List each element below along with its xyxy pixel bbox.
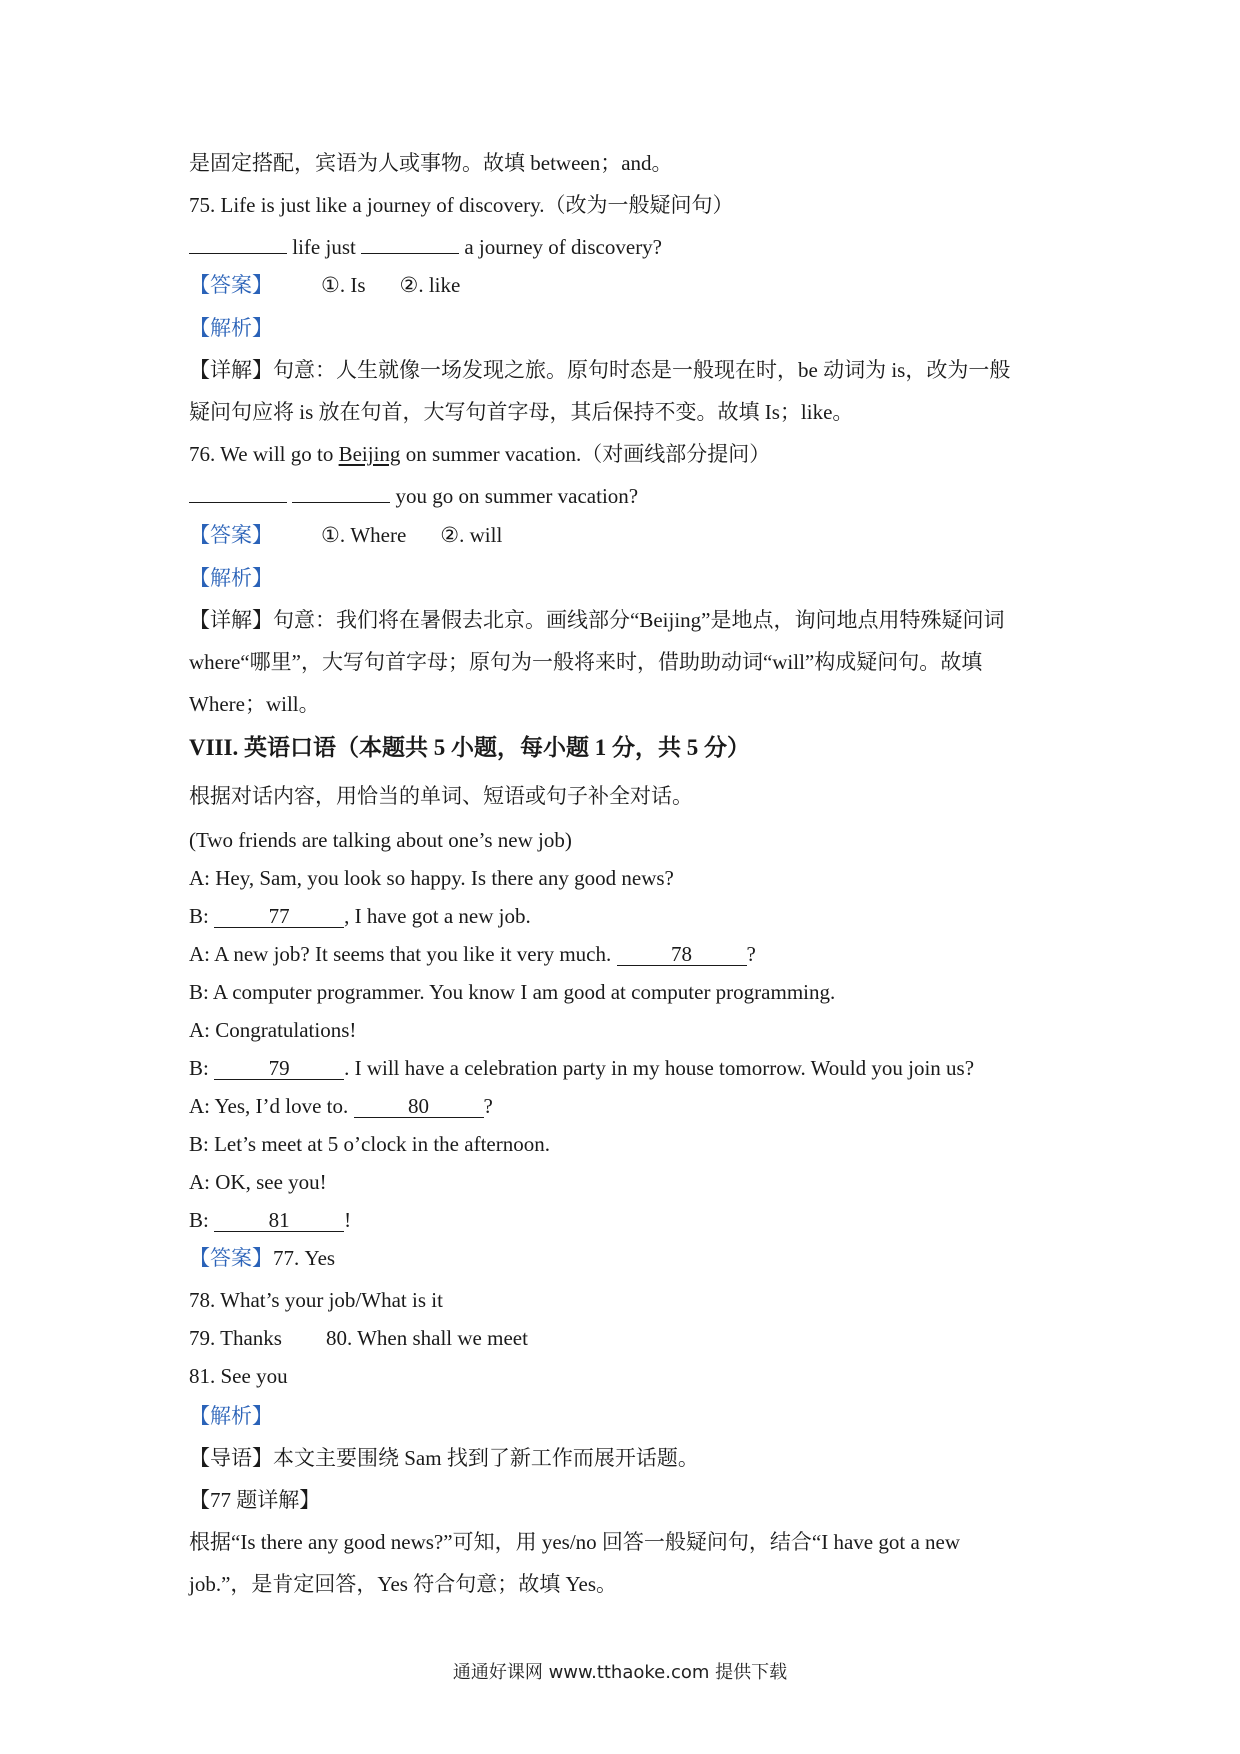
question-75-stem: 75. Life is just like a journey of discovery.（改为一般疑问句）: [189, 193, 734, 217]
text-line: 是固定搭配，宾语为人或事物。故填 between；and。: [189, 151, 673, 175]
answer-item: ②. will: [440, 523, 503, 547]
blank-79: 79: [214, 1057, 344, 1080]
blank-line: [189, 482, 287, 503]
dialogue-line: A: Congratulations!: [189, 1018, 357, 1042]
speaker: B:: [189, 1056, 215, 1080]
page-footer: 通通好课网 www.tthaoke.com 提供下载: [452, 1662, 788, 1683]
answer-item: ②. like: [399, 273, 461, 297]
blank-line: [189, 233, 287, 254]
blank-line: [292, 482, 390, 503]
analysis-tag: 【解析】: [189, 1404, 273, 1428]
dialogue-line: A: OK, see you!: [189, 1170, 327, 1194]
question-76-blanks: [189, 482, 638, 510]
dialogue-line: [189, 940, 756, 968]
dialogue-line: A: Hey, Sam, you look so happy. Is there any good news?: [189, 866, 674, 890]
answer-tag: 【答案】: [189, 273, 273, 297]
answer-tag: 【答案】: [189, 1246, 273, 1270]
question-76-detail: 【详解】句意：我们将在暑假去北京。画线部分“Beijing”是地点，询问地点用特殊疑问词: [189, 608, 1005, 632]
blank-line: [361, 233, 459, 254]
dialogue-context: (Two friends are talking about one’s new job): [189, 828, 572, 852]
question-text: life just: [292, 235, 356, 259]
dialogue-text: . I will have a celebration party in my house tomorrow. Would you join us?: [344, 1056, 975, 1080]
dialogue-text: !: [344, 1208, 352, 1232]
section-heading: VIII. 英语口语（本题共 5 小题，每小题 1 分，共 5 分）: [189, 735, 750, 760]
answer-line: 78. What’s your job/What is it: [189, 1288, 443, 1312]
question-76-stem: [189, 440, 770, 468]
detail-77-text: 根据“Is there any good news?”可知，用 yes/no 回答一般疑问句，结合“I have got a new: [189, 1530, 960, 1554]
detail-77-tag: 【77 题详解】: [189, 1488, 321, 1512]
question-text: you go on summer vacation?: [395, 484, 639, 508]
dialogue-line: B: Let’s meet at 5 o’clock in the afternoon.: [189, 1132, 550, 1156]
question-text: a journey of discovery?: [464, 235, 663, 259]
guide-text: 【导语】本文主要围绕 Sam 找到了新工作而展开话题。: [189, 1446, 699, 1470]
question-75-answer: [189, 271, 460, 299]
analysis-tag: 【解析】: [189, 316, 273, 340]
answer-line: [189, 1324, 528, 1352]
answer-item: ①. Where: [321, 523, 407, 547]
dialogue-line: [189, 1206, 351, 1234]
detail-77-text: job.”，是肯定回答，Yes 符合句意；故填 Yes。: [189, 1572, 618, 1596]
question-76-detail: where“哪里”，大写句首字母；原句为一般将来时，借助助动词“will”构成疑问句。故填: [189, 650, 983, 674]
answer-tag: 【答案】: [189, 523, 273, 547]
dialogue-text: ?: [483, 1094, 493, 1118]
question-76-detail: Where；will。: [189, 692, 320, 716]
dialogue-text: , I have got a new job.: [344, 904, 531, 928]
dialogue-line: [189, 902, 531, 930]
dialogue-line: B: A computer programmer. You know I am good at computer programming.: [189, 980, 836, 1004]
instruction: 根据对话内容，用恰当的单词、短语或句子补全对话。: [189, 784, 693, 808]
answer-item: 80. When shall we meet: [325, 1326, 528, 1350]
blank-81: 81: [214, 1209, 344, 1232]
answer-item: 79. Thanks: [189, 1326, 282, 1350]
question-text: on summer vacation.（对画线部分提问）: [400, 442, 771, 466]
blank-77: 77: [214, 905, 344, 928]
question-75-detail: 【详解】句意：人生就像一场发现之旅。原句时态是一般现在时，be 动词为 is，改为一般: [189, 358, 1011, 382]
blank-78: 78: [617, 943, 747, 966]
underlined-word: Beijing: [338, 442, 401, 466]
answer-item: 77. Yes: [273, 1246, 336, 1270]
speaker: B:: [189, 1208, 215, 1232]
dialogue-line: [189, 1054, 974, 1082]
answer-line: [189, 1244, 335, 1272]
question-76-answer: [189, 521, 502, 549]
dialogue-text: ?: [746, 942, 756, 966]
answer-item: ①. Is: [321, 273, 366, 297]
question-75-detail: 疑问句应将 is 放在句首，大写句首字母，其后保持不变。故填 Is；like。: [189, 400, 854, 424]
blank-80: 80: [354, 1095, 484, 1118]
answer-line: 81. See you: [189, 1364, 288, 1388]
dialogue-line: [189, 1092, 493, 1120]
dialogue-text: A: Yes, I’d love to.: [189, 1094, 354, 1118]
dialogue-text: A: A new job? It seems that you like it very much.: [189, 942, 617, 966]
question-75-blanks: [189, 233, 662, 261]
question-text: 76. We will go to: [189, 442, 339, 466]
analysis-tag: 【解析】: [189, 566, 273, 590]
speaker: B:: [189, 904, 215, 928]
